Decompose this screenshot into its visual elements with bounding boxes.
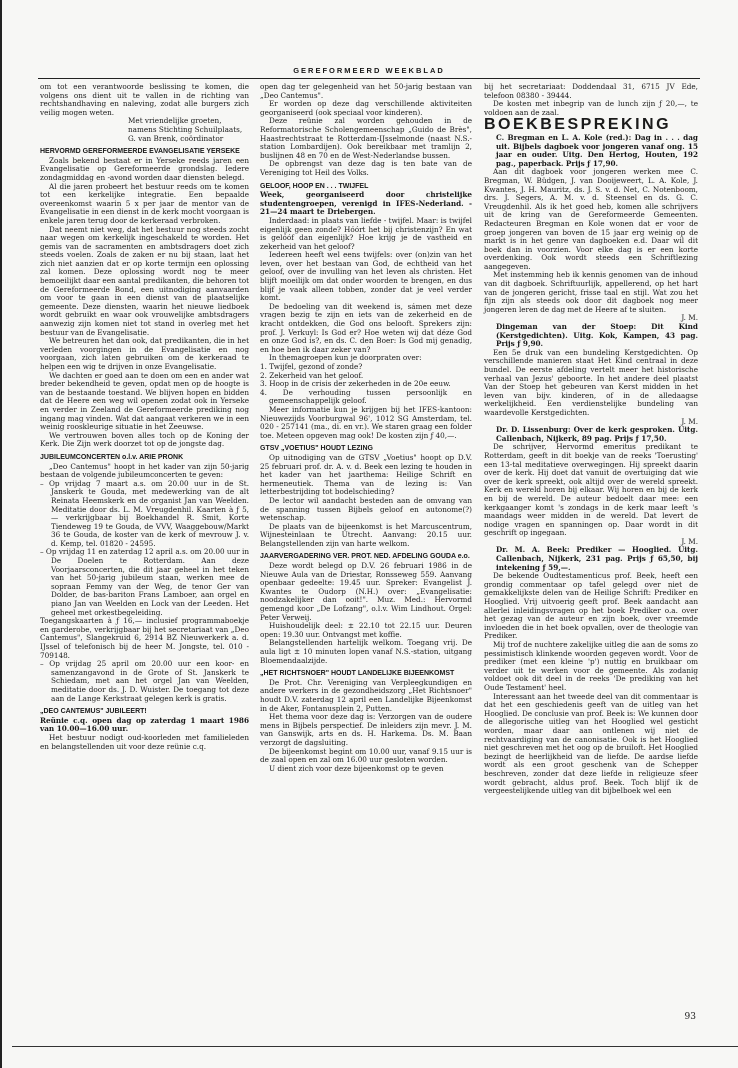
book-title: Dr. M. A. Beek: Prediker — Hooglied. Uitg. Callenbach, Nijkerk, 231 pag. Prijs ƒ 65,50, bij intekening ƒ 59,—.	[496, 545, 698, 572]
paragraph: Op uitnodiging van de GTSV „Voetius" hoopt op D.V. 25 februari prof. dr. A. v. d. Beek een lezing te houden in het kader van het jaarthema: Heilige Schrift en hermeneutiek. Thema van de lezing is: Van letterbestrijding tot bodelschieding?	[260, 452, 472, 497]
header-rule	[38, 78, 700, 79]
reviewer-initials: J. M.	[681, 536, 698, 546]
paragraph: Het bestuur nodigt oud-koorleden met familieleden en belangstellenden uit voor deze reünie c.q.	[40, 732, 249, 751]
paragraph: De opbrengst van deze dag is ten bate van de Vereniging tot Heil des Volks.	[260, 159, 472, 177]
subheading: Week, georganiseerd door christelijke studentengroepen, verenigd in IFES-Nederland. - 21—24 maart te Driebergen.	[260, 190, 472, 217]
signature-line: G. van Brenk, coördinator	[128, 133, 224, 143]
paragraph: Inderdaad: in plaats van liefde - twijfel. Maar: is twijfel eigenlijk geen zonde? Hóórt het bij christenzijn? En wat is gelóóf dan eigenlijk? Hoe krijg je de vastheid en zekerheid van het geloof?	[260, 215, 472, 251]
page-number: 93	[684, 1012, 696, 1022]
paragraph: Er worden op deze dag verschillende aktiviteiten georganiseerd (ook speciaal voor kinderen).	[260, 99, 472, 117]
paragraph: „Deo Cantemus" hoopt in het kader van zijn 50-jarig bestaan de volgende jubileumconcerten te geven:	[40, 461, 249, 480]
page-header: GEREFORMEERD WEEKBLAD	[293, 66, 445, 75]
paragraph: Deze wordt belegd op D.V. 26 februari 1986 in de Nieuwe Aula van de Driestar, Ronsseweg 559. Aanvang openbaar gedeelte: 19.45 uur. Spreker: Evangelist J. Kwantes te Oudorp (N.H.) over: „Evangelisatie: noodzakelijker dan ooit!". Muz. Med.: Hervormd gemengd koor „De Lofzang", o.l.v. Wim Lindhout. Orgel: Peter Verweij.	[260, 561, 472, 622]
scan-edge	[0, 0, 2, 1068]
paragraph: We dachten er goed aan te doen om een en ander wat breder bekendheid te geven, opdat men op de hoogte is van de bestaande toestand. We blijven hopen en bidden dat de Heere een weg wil openen zodat ook in Yerseke en verder in Zeeland de Gereformeerde prediking nog ingang mag vinden. Wat dat aangaat verkeren we in een weinig rooskleurige situatie in het Zeeuwse.	[40, 370, 249, 432]
paragraph: Al die jaren probeert het bestuur reeds om te komen tot een kerkelijke integratie. Een bepaalde overeenkomst waarin 5 x per jaar de mentor van de Evangelisatie in een dienst in de kerk mocht voorgaan is enkele jaren terug door de kerkeraad verbroken.	[40, 181, 249, 225]
section-title-boekbespreking: BOEKBESPREKING	[484, 116, 672, 134]
paragraph: In themagroepen kun je doorpraten over:	[269, 353, 422, 363]
paragraph: De plaats van de bijeenkomst is het Marcuscentrum, Wijnesteinlaan te Utrecht. Aanvang: 20.15 uur. Belangstellenden zijn van harte welkom.	[260, 521, 472, 548]
column-left	[40, 83, 249, 751]
paragraph: Dat neemt niet weg, dat het bestuur nog steeds zocht naar wegen om kerkelijk ingeschakeld te worden. Het gemis van de sacramenten en ambtsdragers doet zich steeds voelen. Zoals de zaken er nu bij staan, laat het zich niet aanzien dat er op korte termijn een oplossing zal komen. Deze oplossing wordt nog te meer bemoeilijkt daar een aantal predikanten, die behoren tot de Gereformeerde Bond, een uitnodiging aanvaarden om voor te gaan in een dienst van de plaatselijke gemeente. Deze diensten, waarin het nieuwe liedboek wordt gebruikt en waar ook vrouwelijke ambtsdragers aanwezig zijn komen niet tot stand in overleg met het bestuur van de Evangelisatie.	[40, 224, 249, 337]
paragraph: Een 5e druk van een bundeling Kerstgedichten. Op verschillende manieren staat Het Kind centraal in deze bundel. De eerste afdeling vertelt meer het historische verhaal van Jezus' geboorte. In het andere deel plaatst Van der Stoep het gebeuren van Kerst midden in het leven van bijv. kinderen, of in de alledaagse werkelijkheid. Een verdienstelijke bundeling van waardevolle Kerstgedichten.	[484, 347, 698, 417]
section-heading: „HET RICHTSNOER" HOUDT LANDELIJKE BIJEENKOMST	[260, 670, 455, 678]
numbered-item: 4. De verhouding tussen persoonlijk en gemeenschappelijk geloof.	[260, 387, 472, 406]
paragraph: Interessant aan het tweede deel van dit commentaar is dat het een geschiedenis geeft van de uitleg van het Hooglied. De conclusie van prof. Beek is: We kunnen door de allegorische uitleg van het Hooglied wel gesticht worden, maar daar aan ontlenen wij niet de rechtvaardiging van de canonisatie. Ook is het Hooglied niet geschreven met het oog op de bruiloft. Het Hooglied bezingt de heerlijkheid van de liefde. De aardse liefde wordt als een groot geschenk van de Schepper beschreven, zonder dat deze liefde in religieuze sfeer wordt gebracht, aldus prof. Beek. Toch blijf ik de vergeestelijkende uitleg van dit bijbelboek wel een	[484, 691, 698, 796]
paragraph: Het thema voor deze dag is: Verzorgen van de oudere mens in Bijbels perspectief. De inleiders zijn mevr. J. M. van Ganswijk, arts en ds. H. Harkema. Ds. M. Baan verzorgt de dagsluiting.	[260, 712, 472, 747]
paragraph: Belangstellenden hartelijk welkom. Toegang vrij. De aula ligt ± 10 minuten lopen vanaf N.S.-station, uitgang Bloemendaalzijde.	[260, 638, 472, 665]
bullet-item: – Op vrijdag 25 april om 20.00 uur een koor- en samenzangavond in de Grote of St. Janskerk te Schiedam, met aan het orgel Jan van Weelden, meditatie door ds. J. D. Wuister. De toegang tot deze aan de Lange Kerkstraat gelegen kerk is gratis.	[40, 659, 249, 703]
section-heading: JUBILEUMCONCERTEN o.l.v. ARIE PRONK	[40, 453, 184, 461]
paragraph: Zoals bekend bestaat er in Yerseke reeds jaren een Evangelisatie op Gereformeerde grondslag. Iedere zondagmiddag en -avond worden daar diensten belegd.	[40, 155, 249, 182]
paragraph: Mij trof de nuchtere zakelijke uitleg die aan de soms zo pessimistisch klinkende woorden gegeven wordt. Voor de prediker (met een kleine 'p') nuttig en bruikbaar om verder uit te werken voor de gemeente. Als zodanig voldoet ook dit deel in de reeks 'De prediking van het Oude Testament' heel.	[484, 640, 698, 692]
section-heading: HERVORMD GEREFORMEERDE EVANGELISATIE YERSEKE	[40, 148, 240, 156]
paragraph: De schrijver, Hervormd emeritus predikant te Rotterdam, geeft in dit boekje van de reeks 'Toerusting' een 13-tal meditatieve overwegingen. Hij spreekt daarin over de kerk. Hij doet dat vanuit de overtuiging dat wie over de kerk spreekt, ook altijd over de wereld spreekt. Kerk en wereld horen bij elkaar. Wij horen en bij de kerk en bij de wereld. De auteur bedoelt daar mee: een kerkgaanger komt 's zondags in de kerk maar leeft 's maandags weer midden in de wereld. Dat levert de nodige vragen en spanningen op. Daar wordt in dit geschrift op ingegaan.	[484, 442, 698, 538]
paragraph: om tot een verantwoorde beslissing te komen, die volgens ons dient uit te vallen in de richting van rechtshandhaving en naleving, zodat alle burgers zich veilig mogen weten.	[40, 82, 249, 117]
bullet-item: – Op vrijdag 7 maart a.s. om 20.00 uur in de St. Janskerk te Gouda, met medewerking van de alt Reinata Heemskerk en de organist Jan van Weelden. Meditatie door ds. L. M. Vreugdenhil. Kaarten à ƒ 5,— verkrijgbaar bij Boekhandel R. Smit, Korte Tiendeweg 19 te Gouda, de VVV, Waaggebouw/Markt 36 te Gouda, de koster van de kerk of mevrouw J. v. d. Kemp, tel. 01820 - 24595.	[40, 478, 249, 548]
paragraph: Deze reünie zal worden gehouden in de Reformatorische Scholengemeenschap „Guido de Brès", Haastrechtstraat te Rotterdam-IJsselmonde (naast N.S.-station Lombardijen). Ook bereikbaar met tramlijn 2, buslijnen 48 en 70 en de West-Nederlandse bussen.	[260, 116, 472, 160]
paragraph: We betreuren het dan ook, dat predikanten, die in het verleden voorgingen in de Evangelisatie en nog voorgaan, zich laten gebruiken om de kerkeraad te helpen een wig te drijven in onze Evangelisatie.	[40, 336, 249, 371]
paragraph: Met instemming heb ik kennis genomen van de inhoud van dit dagboek. Schriftuurlijk, appellerend, op het hart van de jongeren gericht, frisse taal en stijl. Wat zou het fijn zijn als steeds ook door dit dagboek nog meer jongeren leren de dag met de Heere af te sluiten.	[484, 270, 698, 314]
footer-rule	[12, 1046, 738, 1047]
paragraph: De bijeenkomst begint om 10.00 uur, vanaf 9.15 uur is de zaal open en zal om 16.00 uur gesloten worden.	[260, 746, 472, 765]
book-title: C. Bregman en L. A. Kole (red.): Dag in . . . dag uit. Bijbels dagboek voor jongeren vanaf ong. 15 jaar en ouder. Uitg. Den Hertog, Houten, 192 pag., paperback. Prijs ƒ 17,90.	[496, 132, 698, 168]
paragraph: De lector wil aandacht besteden aan de omvang van de spanning tussen Bijbels geloof en autonome(?) wetenschap.	[260, 495, 472, 523]
paragraph: Huishoudelijk deel: ± 22.10 tot 22.15 uur. Deuren open: 19.30 uur. Ontvangst met koffie.	[260, 621, 472, 639]
signature-line: Met vriendelijke groeten,	[128, 116, 222, 126]
book-title: Dr. D. Lissenburg: Over de kerk gesproken. Uitg. Callenbach, Nijkerk, 89 pag. Prijs ƒ 17,50.	[496, 425, 698, 443]
numbered-item: 1. Twijfel, gezond of zonde?	[260, 362, 363, 371]
signature-line: namens Stichting Schuilplaats,	[128, 124, 243, 134]
paragraph: open dag ter gelegenheid van het 50-jarig bestaan van „Deo Cantemus".	[260, 82, 472, 100]
paragraph: Toegangskaarten à ƒ 16,— inclusief programmaboekje en garderobe, verkrijgbaar bij het secretariaat van „Deo Cantemus", Slangekruid 6, 2914 BZ Nieuwerkerk a. d. IJssel of telefonisch bij de heer M. Jongste, tel. 010 - 709148.	[40, 616, 249, 660]
reviewer-initials: J. M.	[681, 416, 698, 426]
column-middle	[260, 83, 472, 773]
bullet-item: – Op vrijdag 11 en zaterdag 12 april a.s. om 20.00 uur in De Doelen te Rotterdam. Aan deze Voorjaarsconcerten, die dit jaar geheel in het teken van het 50-jarig jubileum staan, werken mee de sopraan Femmy van der Weg, de tenor Ger van Dolder, de bas-bariton Frans Lamboer, aan orgel en piano Jan van Weelden en Lock van der Leeden. Het geheel met orkestbegeleiding.	[40, 547, 249, 617]
numbered-item: 2. Zekerheid van het geloof.	[260, 370, 364, 380]
section-heading: „DEO CANTEMUS" JUBILEERT!	[40, 708, 147, 716]
section-heading: GELOOF, HOOP EN . . . TWIJFEL	[260, 182, 369, 190]
subheading: Reünie c.q. open dag op zaterdag 1 maart 1986 van 10.00—16.00 uur.	[40, 715, 249, 734]
paragraph: We vertrouwen boven alles toch op de Koning der Kerk. Die Zijn werk doorzet tot op de jongste dag.	[40, 430, 249, 449]
book-title: Dingeman van der Stoep: Dit Kind (Kerstgedichten). Uitg. Kok, Kampen, 43 pag. Prijs ƒ 9,90.	[496, 322, 698, 349]
paragraph: Aan dit dagboek voor jongeren werken mee C. Bregman, W. Büdgen, J. van Dooijeweert, L. A. Kole, J. Kwantes, J. H. Mauritz, ds. J. S. v. d. Net, C. Notenboom, drs. J. Segers, A. M. v. d. Steensel en ds. G. C. Vreugdenhil. Als ik het goed heb, komen alle schrijvers uit de kring van de Gereformeerde Gemeenten. Redacteuren Bregman en Kole wonen dat er voor de groep jongeren van boven de 15 jaar erg weinig op de markt is in het genre van dagboeken e.d. Daar wil dit boek dan in voorzien. Voor elke dag is er een korte overdenking. Ook wordt steeds een Schriftlezing aangegeven.	[484, 167, 698, 271]
section-heading: JAARVERGADERING VER. PROT. NED. AFDELING GOUDA e.o.	[260, 553, 470, 561]
paragraph: De bekende Oudtestamenticus prof. Beek, heeft een grondig commentaar op tafel gelegd over niet de gemakkelijkste delen van de Heilige Schrift: Prediker en Hooglied. Vrij uitvoerig geeft prof. Beek aandacht aan allerlei inleidingsvragen op het boek Prediker o.a. over het gezag van de auteur en zijn boek, over vreemde invloeden die in het boek opvallen, over de theologie van Prediker.	[484, 571, 698, 641]
paragraph: bij het secretariaat: Doddendaal 31, 6715 JV Ede, telefoon 08380 - 39444.	[484, 82, 698, 100]
paragraph: De bedoeling van dit weekend is, sámen met deze vragen bezig te zijn en iets van de zekerheid en de kracht ontdekken, die God ons belooft. Sprekers zijn: prof. J. Verkuyl: Is God er? Hoe weten wij dat déze God en onze God is?, en ds. C. den Boer: Is God mij genadig, en hoe ben ik daar zeker van?	[260, 301, 472, 354]
numbered-item: 3. Hoop in de crisis der zekerheden in de 20e eeuw.	[260, 379, 451, 389]
paragraph: De Prot. Chr. Vereniging van Verpleegkundigen en andere werkers in de gezondheidszorg „Het Richtsnoer" houdt D.V. zaterdag 12 april een Landelijke Bijeenkomst in de Aker, Fontanusplein 2, Putten.	[260, 677, 472, 713]
paragraph: De kosten met inbegrip van de lunch zijn ƒ 20,—, te voldoen aan de zaal.	[484, 99, 698, 117]
paragraph: Meer informatie kun je krijgen bij het IFES-kantoon: Nieuwezijds Voorburgwal 96', 1012 SG Amsterdam, tel. 020 - 257141 (ma., di. en vr.). We staren graag een folder toe. Meteen opgeven mag ook! De kosten zijn ƒ 40,—.	[260, 404, 472, 440]
paragraph: Iedereen heeft wel eens twijfels: over (on)zin van het leven, over het bestaan van God, de echtheid van het geloof, over de invulling van het leven als christen. Het blijft moeilijk om dat onder woorden te brengen, en dus blijf je vaak alleen tobben, zonder dat je veel verder komt.	[260, 250, 472, 303]
reviewer-initials: J. M.	[681, 313, 698, 323]
column-right	[484, 83, 698, 796]
paragraph: U dient zich voor deze bijeenkomst op te geven	[269, 763, 444, 773]
section-heading: GTSV „VOETIUS" HOUDT LEZING	[260, 445, 373, 453]
